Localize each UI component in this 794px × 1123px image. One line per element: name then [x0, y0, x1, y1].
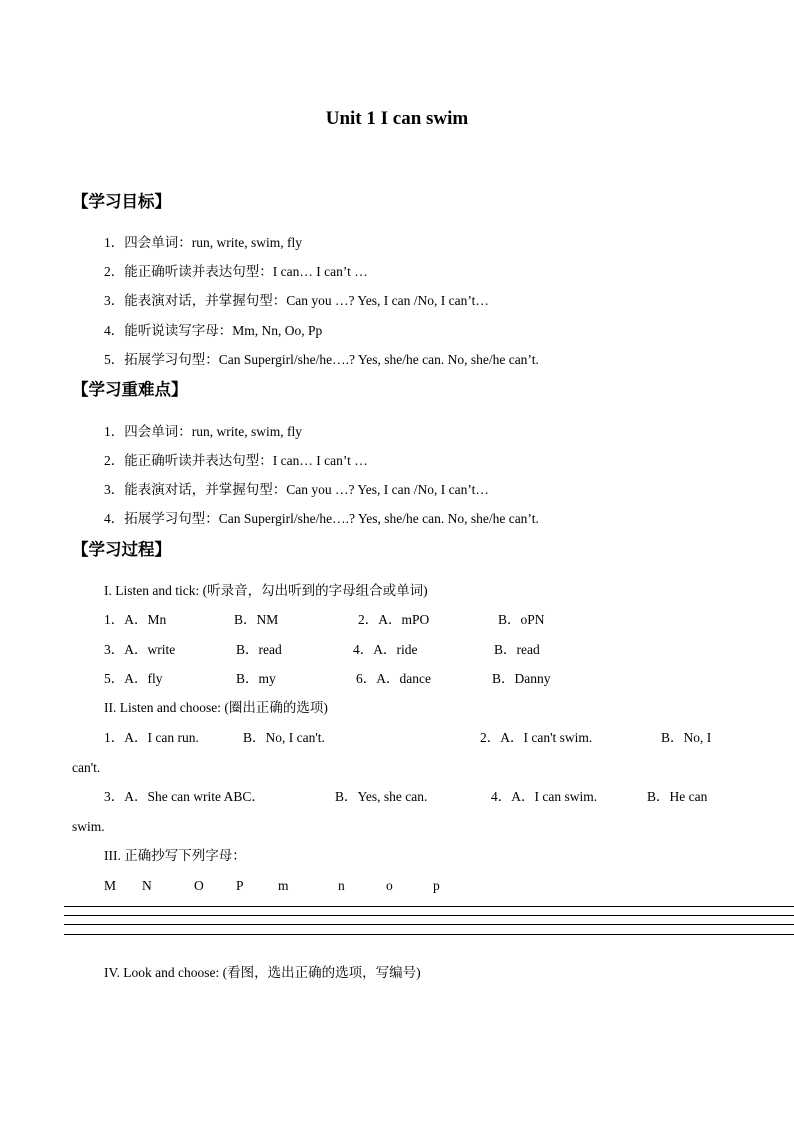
goal-item: 2．能正确听读并表达句型：I can… I can’t … [104, 264, 368, 279]
page-title: Unit 1 I can swim [325, 108, 469, 129]
part1-instruction: I. Listen and tick: (听录音，勾出听到的字母组合或单词) [104, 583, 428, 598]
copy-letter: N [142, 878, 152, 893]
section-heading-process: 【学习过程】 [72, 540, 171, 559]
goal-item: 3．能表演对话，并掌握句型：Can you …? Yes, I can /No, I can’t… [104, 293, 489, 308]
copy-letter: n [338, 878, 345, 893]
key-point-item: 3．能表演对话，并掌握句型：Can you …? Yes, I can /No, I can’t… [104, 482, 489, 497]
part1-option: B．read [236, 642, 282, 657]
part2-instruction: II. Listen and choose: (圈出正确的选项) [104, 700, 328, 715]
writing-line [64, 915, 794, 916]
part2-option: 3．A．She can write ABC． [104, 789, 265, 804]
part2-option: 4．A．I can swim. [491, 789, 598, 804]
part2-option: B．No, I can't. [243, 730, 325, 745]
part2-option: 2．A．I can't swim. [480, 730, 593, 745]
part1-option: 6．A．dance [356, 671, 431, 686]
goal-item: 4．能听说读写字母：Mm, Nn, Oo, Pp [104, 323, 323, 338]
copy-letter: P [236, 878, 244, 893]
goal-item: 5．拓展学习句型：Can Supergirl/she/he….? Yes, she/he can. No, she/he can’t. [104, 352, 539, 367]
key-point-item: 2．能正确听读并表达句型：I can… I can’t … [104, 453, 368, 468]
part1-option: B．read [494, 642, 540, 657]
part1-option: B．oPN [498, 612, 545, 627]
part1-option: 2．A．mPO [358, 612, 430, 627]
part1-option: 5．A．fly [104, 671, 163, 686]
copy-letter: O [194, 878, 204, 893]
copy-letter: o [386, 878, 393, 893]
section-heading-goals: 【学习目标】 [72, 192, 171, 211]
key-point-item: 1．四会单词：run, write, swim, fly [104, 424, 302, 439]
copy-letter: p [433, 878, 440, 893]
part2-option: B．Yes, she can. [335, 789, 428, 804]
part2-option-wrap: can't. [72, 760, 101, 775]
part1-option: 4．A．ride [353, 642, 418, 657]
writing-line [64, 906, 794, 907]
goal-item: 1．四会单词：run, write, swim, fly [104, 235, 302, 250]
part2-option: B．He can [647, 789, 708, 804]
part1-option: 1．A．Mn [104, 612, 167, 627]
part1-option: B．NM [234, 612, 279, 627]
copy-letter: M [104, 878, 117, 893]
part2-option: 1．A．I can run. [104, 730, 199, 745]
part2-option: B．No, I [661, 730, 712, 745]
part2-option-wrap: swim. [72, 819, 105, 834]
writing-line [64, 924, 794, 925]
writing-line [64, 934, 794, 935]
key-point-item: 4．拓展学习句型：Can Supergirl/she/he….? Yes, she/he can. No, she/he can’t. [104, 511, 539, 526]
section-heading-key-points: 【学习重难点】 [72, 380, 188, 399]
part1-option: 3．A．write [104, 642, 176, 657]
copy-letter: m [278, 878, 289, 893]
part4-instruction: IV. Look and choose: (看图，选出正确的选项，写编号) [104, 965, 421, 980]
part1-option: B．my [236, 671, 276, 686]
part3-instruction: III. 正确抄写下列字母： [104, 848, 246, 863]
part1-option: B．Danny [492, 671, 551, 686]
